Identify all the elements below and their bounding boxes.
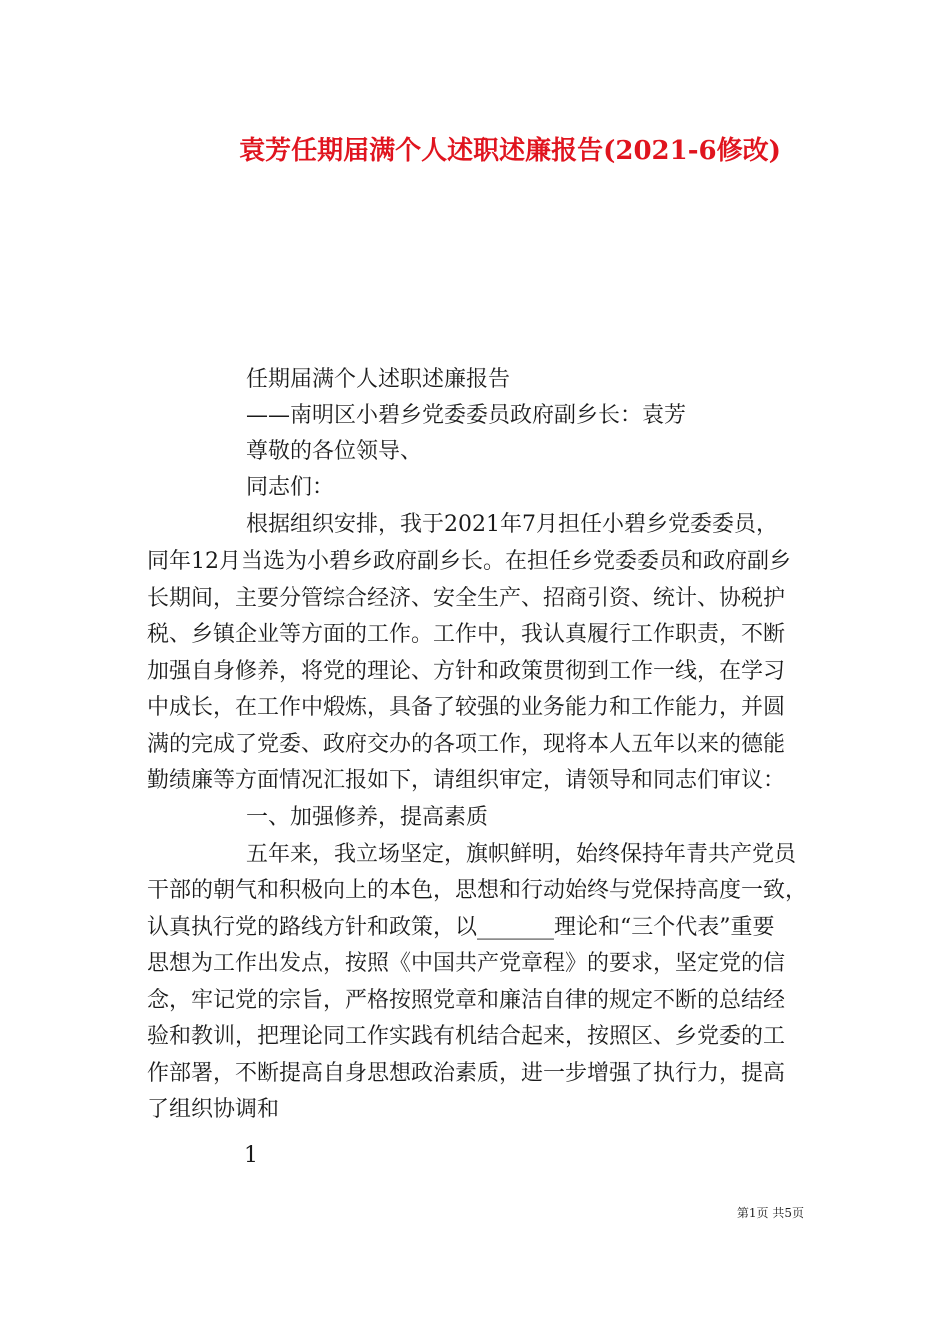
paragraph-2-line: 验和教训，把理论同工作实践有机结合起来，按照区、乡党委的工 — [147, 1024, 786, 1049]
paragraph-1-line: 加强自身修养，将党的理论、方针和政策贯彻到工作一线，在学习 — [147, 659, 786, 684]
salutation-line-2: 同志们： — [246, 475, 335, 500]
paragraph-1-line: 长期间，主要分管综合经济、安全生产、招商引资、统计、协税护 — [147, 586, 786, 611]
paragraph-1-line: 税、乡镇企业等方面的工作。工作中，我认真履行工作职责，不断 — [147, 622, 786, 647]
paragraph-1-line: 中成长，在工作中煅炼，具备了较强的业务能力和工作能力，并圆 — [147, 695, 786, 720]
paragraph-2-line: 五年来，我立场坚定，旗帜鲜明，始终保持年青共产党员 — [246, 842, 797, 867]
paragraph-1-line: 满的完成了党委、政府交办的各项工作，现将本人五年以来的德能 — [147, 732, 786, 757]
paragraph-1-line: 根据组织安排，我于2021年7月担任小碧乡党委委员， — [246, 512, 778, 537]
section-heading-1: 一、加强修养，提高素质 — [246, 805, 489, 830]
paragraph-2-line: 干部的朝气和积极向上的本色，思想和行动始终与党保持高度一致， — [147, 878, 808, 903]
salutation-line-1: 尊敬的各位领导、 — [246, 439, 423, 464]
paragraph-2-line: 了组织协调和 — [147, 1097, 280, 1122]
page-number: 1 — [244, 1143, 258, 1168]
paragraph-2-line: 思想为工作出发点，按照《中国共产党章程》的要求，坚定党的信 — [147, 951, 786, 976]
report-heading: 任期届满个人述职述廉报告 — [246, 367, 511, 392]
paragraph-2-line: 念，牢记党的宗旨，严格按照党章和廉洁自律的规定不断的总结经 — [147, 988, 786, 1013]
paragraph-1-line: 同年12月当选为小碧乡政府副乡长。在担任乡党委委员和政府副乡 — [147, 549, 791, 574]
page-footer: 第1页 共5页 — [736, 1206, 804, 1220]
paragraph-2-line: 作部署，不断提高自身思想政治素质，进一步增强了执行力，提高 — [147, 1061, 786, 1086]
paragraph-2-line: 认真执行党的路线方针和政策，以_______理论和“三个代表”重要 — [147, 915, 775, 940]
document-title: 袁芳任期届满个人述职述廉报告(2021-6修改) — [239, 136, 781, 166]
report-subheading: ——南明区小碧乡党委委员政府副乡长：袁芳 — [246, 403, 687, 428]
paragraph-1-line: 勤绩廉等方面情况汇报如下，请组织审定，请领导和同志们审议： — [147, 768, 786, 793]
